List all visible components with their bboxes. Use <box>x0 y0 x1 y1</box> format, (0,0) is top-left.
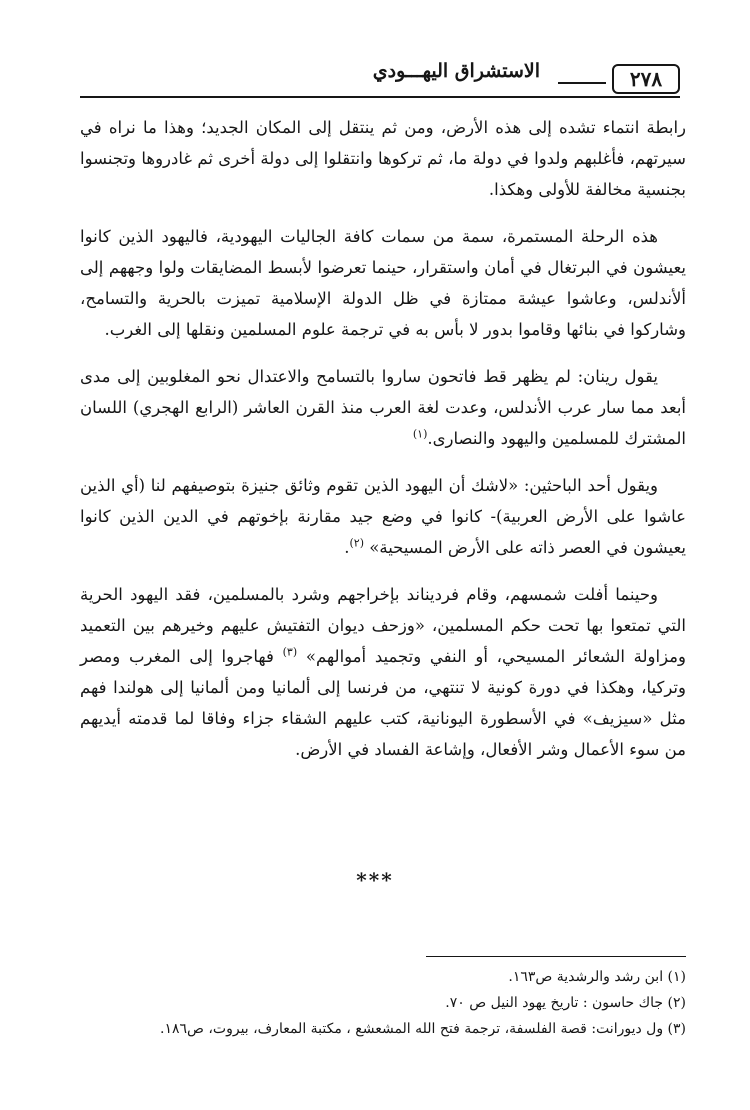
footnote-ref-1[interactable]: (١) <box>412 427 428 441</box>
paragraph-3-text: يقول رينان: لم يظهر قط فاتحون ساروا بالتسامح والاعتدال نحو المغلوبين إلى مدى أبعد مما سار عرب الأندلس، وعدت لغة العرب منذ القرن العاشر (الرابع الهجري) اللسان المشترك للمسلمين واليهود والنصارى. <box>80 367 686 448</box>
page-number: ٢٧٨ <box>612 64 680 94</box>
running-title: الاستشراق اليهـــودي <box>372 60 540 82</box>
paragraph-2 <box>80 221 686 345</box>
footnote-1: (١) ابن رشد والرشدية ص١٦٣. <box>508 969 686 985</box>
footnote-ref-3[interactable]: (٣) <box>282 645 298 659</box>
footnotes <box>80 964 686 1042</box>
paragraph-3 <box>80 361 686 454</box>
running-header <box>80 58 680 98</box>
paragraph-2-text: هذه الرحلة المستمرة، سمة من سمات كافة الجاليات اليهودية، فاليهود الذين كانوا يعيشون في البرتغال في أمان واستقرار، حينما تعرضوا لأبسط المضايقات ولوا وجههم إلى ألأندلس، وعاشوا عيشة ممتازة في ظل الدولة الإسلامية تميزت بالحرية والتسامح، وشاركوا في بنائها وقاموا بدور لا بأس به في ترجمة علوم المسلمين ونقلها إلى الغرب. <box>80 227 686 339</box>
paragraph-1-text: رابطة انتماء تشده إلى هذه الأرض، ومن ثم ينتقل إلى المكان الجديد؛ وهذا ما نراه في سيرتهم، فأغلبهم ولدوا في دولة ما، ثم تركوها وانتقلوا إلى دولة أخرى ثم غادروها وتجنسوا بجنسية مخالفة للأولى وهكذا. <box>80 118 686 199</box>
paragraph-5 <box>80 579 686 765</box>
paragraph-4: ويقول أحد الباحثين: «لاشك أن اليهود الذين تقوم وثائق جنيزة بتوصيفهم لنا (أي الذين عاشوا على الأرض العربية)- كانوا في وضع جيد مقارنة بإخوتهم في الدين الذين كانوا يعيشون في العصر ذاته على الأرض المسيحية» $^{(٢)}$. <box>80 476 686 557</box>
body-text <box>80 112 686 781</box>
header-rule-short <box>558 82 606 84</box>
paragraph-5-text-b: فهاجروا إلى المغرب ومصر وتركيا، وهكذا في دورة كونية لا تنتهي، من فرنسا إلى ألمانيا ومن ألمانيا إلى هولندا فهم مثل «سيزيف» في الأسطورة اليونانية، كتب عليهم الشقاء جزاء وفاقا لما قدمته أيديهم من سوء الأعمال وشر الأفعال، وإشاعة الفساد في الأرض. <box>80 647 686 759</box>
footnote-ref-2[interactable]: (٢) <box>349 536 364 550</box>
paragraph-5-text-a: وحينما أفلت شمسهم، وقام فرديناند بإخراجهم وشرد بالمسلمين، فقد اليهود الحرية التي تمتعوا بها تحت حكم المسلمين، «وزحف ديوان التفتيش عليهم وخيرهم بين التعميد ومزاولة الشعائر المسيحي، أو النفي وتجميد أموالهم» <box>80 585 686 666</box>
header-rule <box>80 96 680 98</box>
footnote-3: (٣) ول ديورانت: قصة الفلسفة، ترجمة فتح الله المشعشع ، مكتبة المعارف، بيروت، ص١٨٦. <box>160 1021 686 1037</box>
paragraph-1 <box>80 112 686 205</box>
paragraph-4-text: ويقول أحد الباحثين: «لاشك أن اليهود الذين تقوم وثائق جنيزة بتوصيفهم لنا (أي الذين عاشوا على الأرض العربية)- كانوا في وضع جيد مقارنة بإخوتهم في الدين الذين كانوا يعيشون في العصر ذاته على الأرض المسيحية» <box>80 476 686 557</box>
section-separator: *** <box>356 868 394 892</box>
footnote-2: (٢) جاك حاسون : تاريخ يهود النيل ص ٧٠. <box>445 995 686 1011</box>
footnote-rule <box>426 956 686 957</box>
